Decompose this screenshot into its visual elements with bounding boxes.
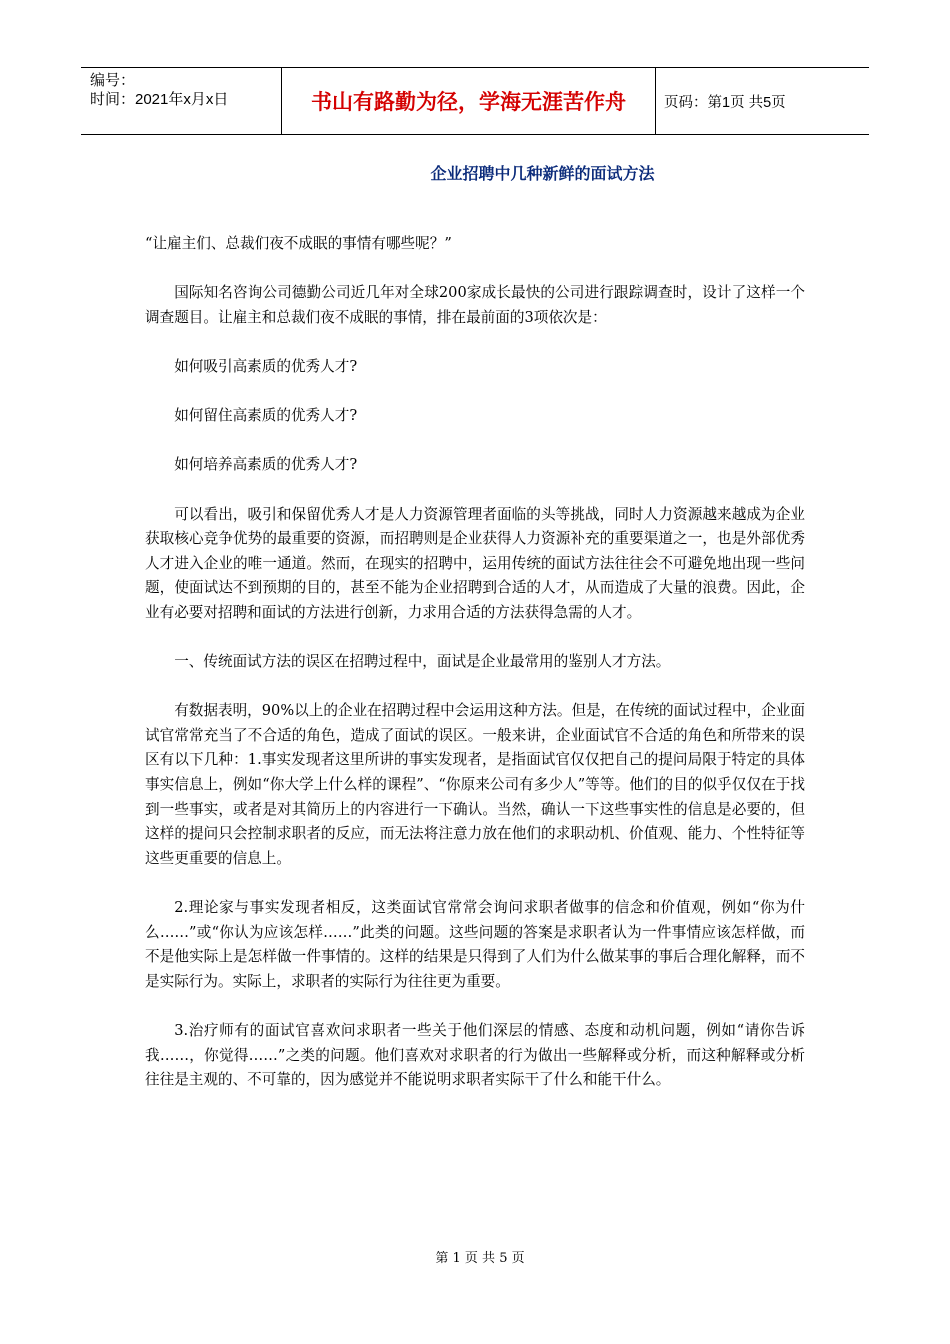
list-item: 如何留住高素质的优秀人才? — [174, 407, 358, 425]
paragraph: 国际知名咨询公司德勤公司近几年对全球200家成长最快的公司进行跟踪调查时，设计了这样一个调查题目。让雇主和总裁们夜不成眠的事情，排在最前面的3项依次是： — [145, 284, 805, 326]
page-info: 页码：第1页 共5页 — [664, 94, 786, 111]
header-table — [81, 67, 869, 135]
motto-cell — [282, 68, 656, 134]
header-meta-cell — [81, 68, 282, 134]
paragraph: 可以看出，吸引和保留优秀人才是人力资源管理者面临的头等挑战，同时人力资源越来越成为企业获取核心竞争优势的最重要的资源，而招聘则是企业获得人力资源补充的重要渠道之一，也是外部优秀人才进入企业的唯一通道。然而，在现实的招聘中，运用传统的面试方法往往会不可避免地出现一些问题，使面试达不到预期的目的，甚至不能为企业招聘到合适的人才，从而造成了大量的浪费。因此，企业有必要对招聘和面试的方法进行创新，力求用合适的方法获得急需的人才。 — [145, 505, 805, 621]
paragraph: “让雇主们、总裁们夜不成眠的事情有哪些呢？” — [145, 235, 452, 252]
motto-text: 书山有路勤为径，学海无涯苦作舟 — [311, 90, 626, 114]
page-info-cell — [656, 68, 869, 134]
date-label: 时间：2021年x月x日 — [90, 91, 229, 108]
paragraph: 2.理论家与事实发现者相反，这类面试官常常会询问求职者做事的信念和价值观，例如“你为什么……”或“你认为应该怎样……”此类的问题。这些问题的答案是求职者认为一件事情应该怎样做，而不是他实际上是怎样做一件事情的。这样的结果是只得到了人们为什么做某事的事后合理化解释，而不是实际行为。实际上，求职者的实际行为往往更为重要。 — [145, 899, 805, 990]
document-body — [145, 232, 805, 1117]
section-heading: 一、传统面试方法的误区在招聘过程中，面试是企业最常用的鉴别人才方法。 — [174, 653, 671, 671]
document-title: 企业招聘中几种新鲜的面试方法 — [430, 164, 655, 183]
list-item: 如何培养高素质的优秀人才? — [174, 456, 358, 474]
serial-label: 编号： — [90, 72, 136, 89]
list-item: 如何吸引高素质的优秀人才? — [174, 357, 358, 375]
page-footer: 第 1 页 共 5 页 — [435, 1251, 525, 1266]
paragraph: 3.治疗师有的面试官喜欢问求职者一些关于他们深层的情感、态度和动机问题，例如“请你告诉我……，你觉得……”之类的问题。他们喜欢对求职者的行为做出一些解释或分析，而这种解释或分析往往是主观的、不可靠的，因为感觉并不能说明求职者实际干了什么和能干什么。 — [145, 1022, 805, 1089]
paragraph: 有数据表明，90%以上的企业在招聘过程中会运用这种方法。但是，在传统的面试过程中，企业面试官常常充当了不合适的角色，造成了面试的误区。一般来讲，企业面试官不合适的角色和所带来的误区有以下几种：1.事实发现者这里所讲的事实发现者，是指面试官仅仅把自己的提问局限于特定的具体事实信息上，例如“你大学上什么样的课程”、“你原来公司有多少人”等等。他们的目的似乎仅仅在于找到一些事实，或者是对其简历上的内容进行一下确认。当然，确认一下这些事实性的信息是必要的，但这样的提问只会控制求职者的反应，而无法将注意力放在他们的求职动机、价值观、能力、个性特征等这些更重要的信息上。 — [145, 702, 805, 867]
